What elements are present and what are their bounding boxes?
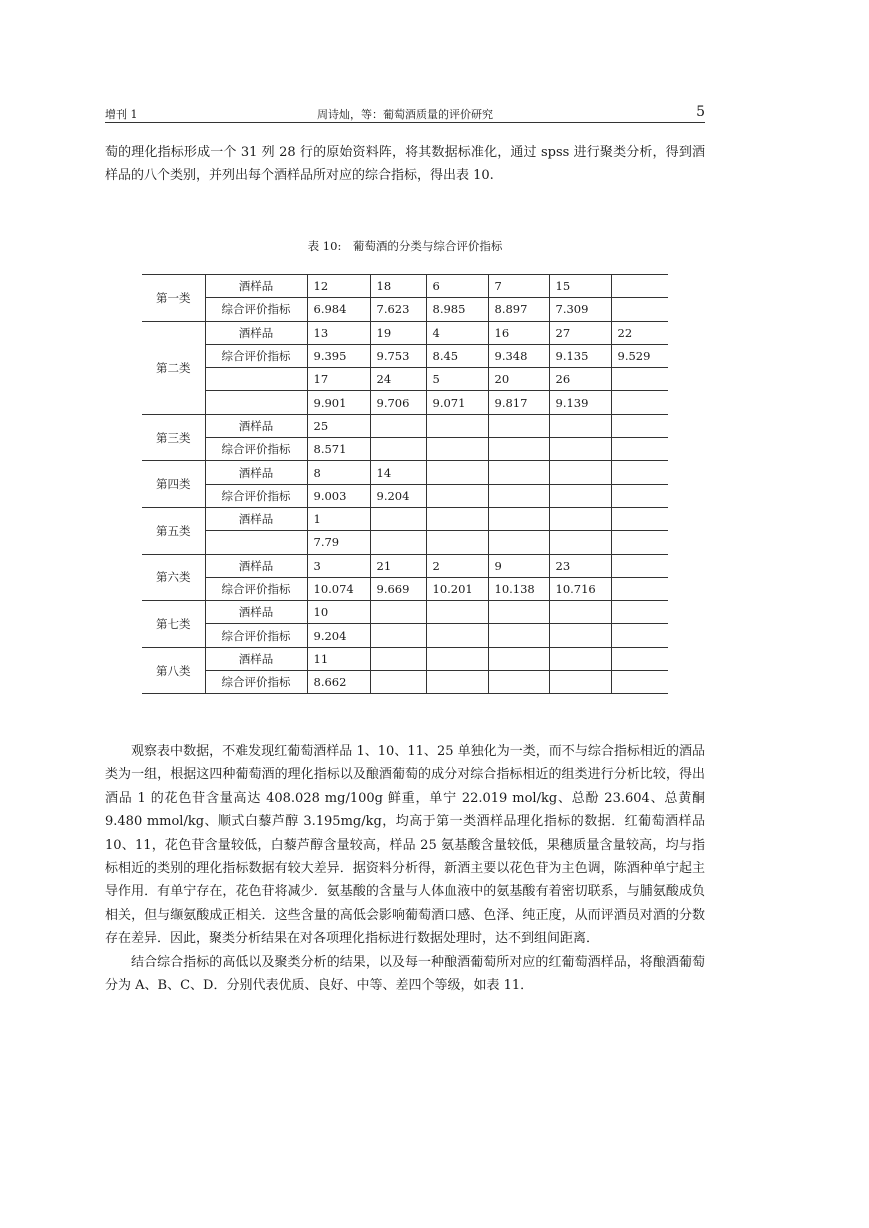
value-cell: 15: [549, 275, 611, 298]
value-cell: 9.817: [488, 391, 549, 414]
value-cell: 26: [549, 368, 611, 391]
table-row: [142, 531, 668, 554]
value-cell: 7.79: [307, 531, 370, 554]
value-cell: 19: [370, 321, 426, 344]
row-label-cell: 酒样品: [205, 554, 307, 577]
value-cell: 18: [370, 275, 426, 298]
value-cell: 6.984: [307, 298, 370, 321]
value-cell: [549, 624, 611, 647]
table-row: [142, 368, 668, 391]
value-cell: [488, 461, 549, 484]
value-cell: 10: [307, 601, 370, 624]
value-cell: 9.204: [307, 624, 370, 647]
value-cell: 9.706: [370, 391, 426, 414]
value-cell: 9.753: [370, 344, 426, 367]
row-label-cell: 综合评价指标: [205, 671, 307, 694]
value-cell: [426, 624, 488, 647]
value-cell: [611, 531, 668, 554]
value-cell: [611, 624, 668, 647]
table-row: [142, 484, 668, 507]
value-cell: 10.138: [488, 577, 549, 600]
value-cell: 27: [549, 321, 611, 344]
value-cell: 25: [307, 414, 370, 437]
value-cell: 5: [426, 368, 488, 391]
value-cell: [611, 507, 668, 530]
value-cell: [611, 298, 668, 321]
value-cell: [488, 531, 549, 554]
value-cell: [426, 671, 488, 694]
conclusion-paragraph: 结合综合指标的高低以及聚类分析的结果，以及每一种酿酒葡萄所对应的红葡萄酒样品，将酿酒葡萄分为 A、B、C、D．分别代表优质、良好、中等、差四个等级，如表 11．: [105, 955, 705, 994]
table-row: [142, 344, 668, 367]
value-cell: 13: [307, 321, 370, 344]
class-name-cell: 第六类: [142, 554, 205, 601]
value-cell: 1: [307, 507, 370, 530]
row-label-cell: 酒样品: [205, 414, 307, 437]
value-cell: 7: [488, 275, 549, 298]
row-label-cell: 酒样品: [205, 321, 307, 344]
row-label-cell: 综合评价指标: [205, 344, 307, 367]
row-label-cell: 酒样品: [205, 507, 307, 530]
table-row: [142, 414, 668, 437]
value-cell: [611, 414, 668, 437]
value-cell: [370, 647, 426, 670]
value-cell: 9.348: [488, 344, 549, 367]
value-cell: 2: [426, 554, 488, 577]
page-number: 5: [696, 104, 705, 120]
value-cell: [611, 647, 668, 670]
class-name-cell: 第二类: [142, 321, 205, 414]
value-cell: 23: [549, 554, 611, 577]
classification-table: [142, 274, 668, 694]
value-cell: [370, 624, 426, 647]
value-cell: 10.201: [426, 577, 488, 600]
row-label-cell: [205, 391, 307, 414]
value-cell: 9.901: [307, 391, 370, 414]
value-cell: [370, 671, 426, 694]
class-name-cell: 第三类: [142, 414, 205, 461]
value-cell: [426, 484, 488, 507]
row-label-cell: 酒样品: [205, 647, 307, 670]
row-label-cell: 综合评价指标: [205, 624, 307, 647]
value-cell: 12: [307, 275, 370, 298]
value-cell: [488, 601, 549, 624]
value-cell: [488, 484, 549, 507]
row-label-cell: 综合评价指标: [205, 577, 307, 600]
value-cell: [611, 461, 668, 484]
table-row: [142, 391, 668, 414]
value-cell: [488, 414, 549, 437]
value-cell: [549, 484, 611, 507]
journal-issue: 增刊 1: [105, 108, 138, 121]
analysis-paragraph: 观察表中数据，不难发现红葡萄酒样品 1、10、11、25 单独化为一类，而不与综合指标相近的酒品类为一组，根据这四种葡萄酒的理化指标以及酿酒葡萄的成分对综合指标相近的组类进行分析比较，得出酒品 1 的花色苷含量高达 408.028 mg/100g 鲜重，单宁 22.019 mol/kg、总酚 23.604、总黄酮 9.480 mmol/kg、顺式白藜芦醇 3.195mg/kg，均高于第一类酒样品理化指标的数据．红葡萄酒样品 10、11，花色苷含量较低，白藜芦醇含量较高，样品 25 氨基酸含量较低，果穗质量含量较高，均与指标相近的类别的理化指标数据有较大差异．据资料分析得，新酒主要以花色苷为主色调，陈酒种单宁起主导作用．有单宁存在，花色苷将减少．氨基酸的含量与人体血液中的氨基酸有着密切联系，与脯氨酸成负相关，但与缬氨酸成正相关．这些含量的高低会影响葡萄酒口感、色泽、纯正度，从而评酒员对酒的分数存在差异．因此，聚类分析结果在对各项理化指标进行数据处理时，达不到组间距离．: [105, 744, 705, 947]
value-cell: [611, 601, 668, 624]
value-cell: 3: [307, 554, 370, 577]
value-cell: [426, 507, 488, 530]
value-cell: [549, 531, 611, 554]
value-cell: 10.716: [549, 577, 611, 600]
value-cell: [549, 414, 611, 437]
value-cell: 9.135: [549, 344, 611, 367]
row-label-cell: 综合评价指标: [205, 438, 307, 461]
table-row: [142, 275, 668, 298]
value-cell: [488, 624, 549, 647]
value-cell: [549, 438, 611, 461]
value-cell: 4: [426, 321, 488, 344]
running-title: 周诗灿，等：葡萄酒质量的评价研究: [317, 108, 493, 121]
value-cell: 17: [307, 368, 370, 391]
table-row: [142, 438, 668, 461]
value-cell: 24: [370, 368, 426, 391]
value-cell: [426, 461, 488, 484]
value-cell: 9.204: [370, 484, 426, 507]
value-cell: [370, 414, 426, 437]
value-cell: [488, 438, 549, 461]
value-cell: 10.074: [307, 577, 370, 600]
table-row: [142, 647, 668, 670]
value-cell: 9.071: [426, 391, 488, 414]
class-name-cell: 第八类: [142, 647, 205, 694]
value-cell: [611, 275, 668, 298]
table-row: [142, 577, 668, 600]
value-cell: [370, 601, 426, 624]
value-cell: [488, 671, 549, 694]
intro-paragraph: 萄的理化指标形成一个 31 列 28 行的原始资料阵，将其数据标准化，通过 spss 进行聚类分析，得到酒样品的八个类别，并列出每个酒样品所对应的综合指标，得出表 10.: [105, 145, 705, 184]
value-cell: [370, 438, 426, 461]
value-cell: 8.897: [488, 298, 549, 321]
value-cell: [426, 601, 488, 624]
value-cell: 7.623: [370, 298, 426, 321]
value-cell: [611, 577, 668, 600]
row-label-cell: 酒样品: [205, 275, 307, 298]
row-label-cell: [205, 368, 307, 391]
value-cell: [549, 671, 611, 694]
value-cell: [370, 531, 426, 554]
table-row: [142, 461, 668, 484]
value-cell: [426, 531, 488, 554]
value-cell: 6: [426, 275, 488, 298]
table-caption: 表 10: 葡萄酒的分类与综合评价指标: [307, 239, 503, 253]
value-cell: [611, 484, 668, 507]
value-cell: [426, 414, 488, 437]
value-cell: 8.662: [307, 671, 370, 694]
class-name-cell: 第五类: [142, 507, 205, 554]
value-cell: [611, 671, 668, 694]
value-cell: [611, 391, 668, 414]
row-label-cell: 酒样品: [205, 601, 307, 624]
table-row: [142, 507, 668, 530]
value-cell: 8.45: [426, 344, 488, 367]
running-header: [105, 104, 705, 123]
value-cell: [488, 647, 549, 670]
row-label-cell: 综合评价指标: [205, 298, 307, 321]
value-cell: 20: [488, 368, 549, 391]
value-cell: [611, 368, 668, 391]
value-cell: [426, 647, 488, 670]
value-cell: 11: [307, 647, 370, 670]
value-cell: [426, 438, 488, 461]
row-label-cell: 综合评价指标: [205, 484, 307, 507]
value-cell: 9.003: [307, 484, 370, 507]
table-row: [142, 321, 668, 344]
value-cell: [549, 601, 611, 624]
value-cell: 16: [488, 321, 549, 344]
value-cell: 8.571: [307, 438, 370, 461]
value-cell: [549, 507, 611, 530]
class-name-cell: 第七类: [142, 601, 205, 648]
value-cell: [370, 507, 426, 530]
table-row: [142, 624, 668, 647]
value-cell: 9.669: [370, 577, 426, 600]
value-cell: 21: [370, 554, 426, 577]
table-row: [142, 671, 668, 694]
value-cell: [611, 438, 668, 461]
value-cell: [549, 647, 611, 670]
value-cell: 9.529: [611, 344, 668, 367]
class-name-cell: 第一类: [142, 275, 205, 322]
value-cell: 9: [488, 554, 549, 577]
class-name-cell: 第四类: [142, 461, 205, 508]
value-cell: 9.395: [307, 344, 370, 367]
value-cell: [611, 554, 668, 577]
row-label-cell: [205, 531, 307, 554]
table-row: [142, 554, 668, 577]
value-cell: [488, 507, 549, 530]
value-cell: 22: [611, 321, 668, 344]
value-cell: 14: [370, 461, 426, 484]
value-cell: 9.139: [549, 391, 611, 414]
value-cell: 8: [307, 461, 370, 484]
table-row: [142, 298, 668, 321]
table-row: [142, 601, 668, 624]
value-cell: 7.309: [549, 298, 611, 321]
row-label-cell: 酒样品: [205, 461, 307, 484]
value-cell: [549, 461, 611, 484]
value-cell: 8.985: [426, 298, 488, 321]
